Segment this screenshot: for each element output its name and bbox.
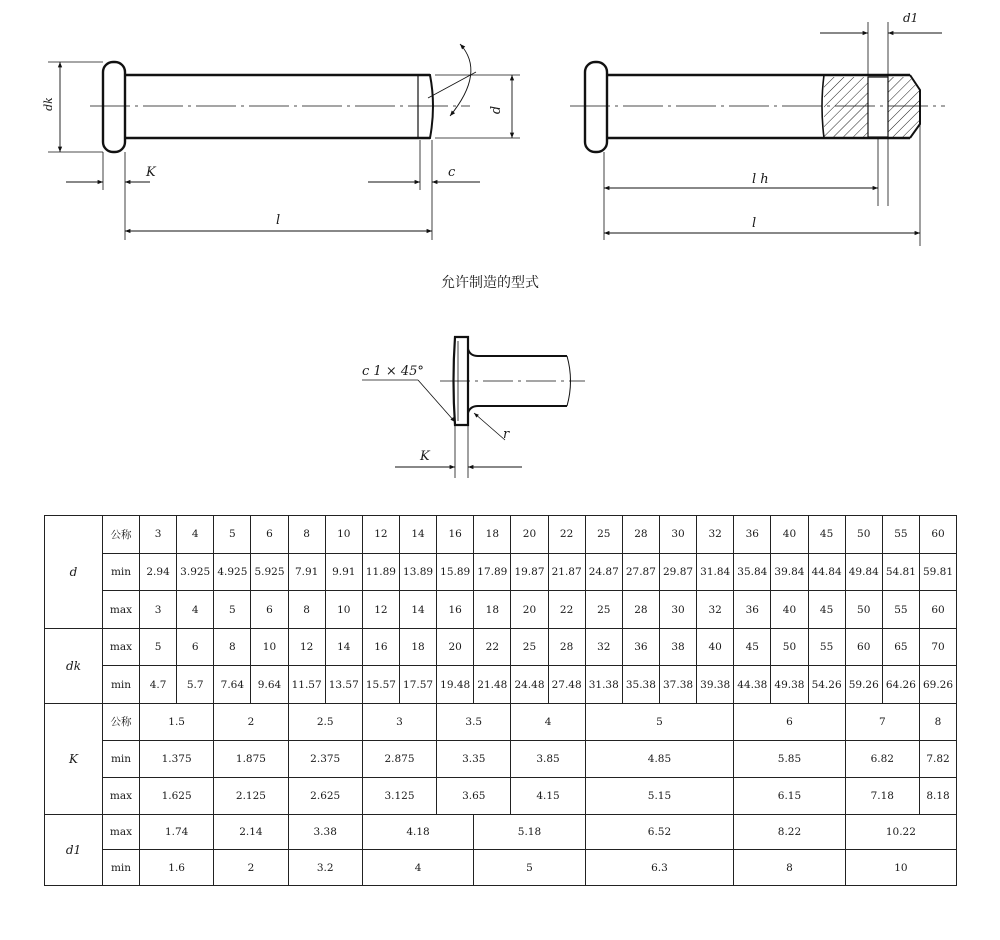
table-cell: 45 xyxy=(734,629,771,666)
table-cell: 14 xyxy=(399,591,436,629)
table-cell: 32 xyxy=(697,591,734,629)
table-row xyxy=(45,553,957,591)
table-cell: 32 xyxy=(697,516,734,554)
table-cell: 12 xyxy=(362,591,399,629)
table-cell: 6 xyxy=(734,703,845,740)
table-row xyxy=(45,591,957,629)
label-c: c xyxy=(448,165,456,180)
table-cell: 14 xyxy=(399,516,436,554)
table-cell: 5.85 xyxy=(734,740,845,777)
row-label: max xyxy=(103,815,140,850)
row-label: 公称 xyxy=(103,703,140,740)
table-row xyxy=(45,740,957,777)
table-cell: 44.38 xyxy=(734,666,771,703)
table-cell: 2.375 xyxy=(288,740,362,777)
table-row xyxy=(45,850,957,885)
table-cell: 27.48 xyxy=(548,666,585,703)
label-l: l xyxy=(276,213,281,228)
table-cell: 40 xyxy=(771,591,808,629)
table-cell: 3 xyxy=(140,591,177,629)
table-cell: 55 xyxy=(882,516,919,554)
pin-drawing-right xyxy=(570,22,945,246)
table-cell: 7.18 xyxy=(845,778,919,815)
table-cell: 31.84 xyxy=(697,553,734,591)
label-K: K xyxy=(146,165,156,180)
table-cell: 22 xyxy=(548,516,585,554)
table-cell: 22 xyxy=(548,591,585,629)
table-cell: 13.89 xyxy=(399,553,436,591)
row-label: min xyxy=(103,740,140,777)
row-label: min xyxy=(103,666,140,703)
table-cell: 40 xyxy=(771,516,808,554)
table-cell: 2.875 xyxy=(362,740,436,777)
table-cell: 6.82 xyxy=(845,740,919,777)
figure-caption: 允许制造的型式 xyxy=(441,275,539,291)
table-cell: 19.87 xyxy=(511,553,548,591)
table-cell: 11.57 xyxy=(288,666,325,703)
table-cell: 60 xyxy=(919,591,956,629)
table-cell: 18 xyxy=(474,591,511,629)
group-label-d1: d1 xyxy=(45,815,103,885)
table-cell: 32 xyxy=(585,629,622,666)
table-cell: 69.26 xyxy=(919,666,956,703)
row-label: min xyxy=(103,850,140,885)
head-detail-drawing xyxy=(362,337,585,478)
label-c1x45: c 1 × 45° xyxy=(362,364,424,379)
table-cell: 31.38 xyxy=(585,666,622,703)
table-cell: 17.57 xyxy=(399,666,436,703)
table-cell: 35.84 xyxy=(734,553,771,591)
table-cell: 3.38 xyxy=(288,815,362,850)
table-cell: 8.18 xyxy=(919,778,956,815)
table-cell: 18 xyxy=(399,629,436,666)
dimension-table xyxy=(44,515,957,886)
table-cell: 4.85 xyxy=(585,740,734,777)
table-cell: 4.18 xyxy=(362,815,473,850)
table-cell: 6.52 xyxy=(585,815,734,850)
row-label: min xyxy=(103,553,140,591)
table-cell: 60 xyxy=(845,629,882,666)
table-cell: 3 xyxy=(362,703,436,740)
table-cell: 4 xyxy=(177,516,214,554)
table-cell: 1.5 xyxy=(140,703,214,740)
label-lh: l h xyxy=(752,172,769,187)
table-cell: 70 xyxy=(919,629,956,666)
table-cell: 2.14 xyxy=(214,815,288,850)
table-row xyxy=(45,703,957,740)
table-cell: 28 xyxy=(548,629,585,666)
table-cell: 54.26 xyxy=(808,666,845,703)
table-cell: 54.81 xyxy=(882,553,919,591)
table-cell: 2.125 xyxy=(214,778,288,815)
table-cell: 44.84 xyxy=(808,553,845,591)
table-cell: 49.84 xyxy=(845,553,882,591)
table-cell: 3.85 xyxy=(511,740,585,777)
table-cell: 6 xyxy=(251,516,288,554)
table-cell: 11.89 xyxy=(362,553,399,591)
table-row xyxy=(45,666,957,703)
table-cell: 24.87 xyxy=(585,553,622,591)
table-cell: 5 xyxy=(140,629,177,666)
table-cell: 4 xyxy=(511,703,585,740)
table-cell: 10.22 xyxy=(845,815,956,850)
row-label: max xyxy=(103,778,140,815)
table-cell: 28 xyxy=(622,591,659,629)
table-cell: 8 xyxy=(214,629,251,666)
table-cell: 40 xyxy=(697,629,734,666)
table-row xyxy=(45,516,957,554)
table-cell: 8 xyxy=(288,516,325,554)
table-cell: 16 xyxy=(362,629,399,666)
row-label: max xyxy=(103,591,140,629)
table-cell: 39.38 xyxy=(697,666,734,703)
table-cell: 6 xyxy=(177,629,214,666)
table-cell: 21.87 xyxy=(548,553,585,591)
table-cell: 20 xyxy=(437,629,474,666)
table-cell: 5.15 xyxy=(585,778,734,815)
table-cell: 36 xyxy=(734,591,771,629)
table-cell: 3.925 xyxy=(177,553,214,591)
table-cell: 2 xyxy=(214,703,288,740)
group-label-d: d xyxy=(45,516,103,629)
pin-drawing-left xyxy=(48,44,520,240)
table-cell: 7.82 xyxy=(919,740,956,777)
table-cell: 5 xyxy=(474,850,585,885)
table-cell: 6.15 xyxy=(734,778,845,815)
table-cell: 5 xyxy=(214,516,251,554)
table-cell: 3.65 xyxy=(437,778,511,815)
label-d1: d1 xyxy=(903,11,919,25)
table-cell: 5.925 xyxy=(251,553,288,591)
table-cell: 6.3 xyxy=(585,850,734,885)
table-cell: 45 xyxy=(808,591,845,629)
table-cell: 4 xyxy=(362,850,473,885)
table-cell: 9.91 xyxy=(325,553,362,591)
table-cell: 1.375 xyxy=(140,740,214,777)
table-cell: 9.64 xyxy=(251,666,288,703)
table-cell: 22 xyxy=(474,629,511,666)
group-label-dk: dk xyxy=(45,629,103,704)
table-cell: 12 xyxy=(288,629,325,666)
label-l-right: l xyxy=(752,216,757,231)
table-cell: 49.38 xyxy=(771,666,808,703)
table-cell: 25 xyxy=(511,629,548,666)
table-cell: 50 xyxy=(771,629,808,666)
row-label: 公称 xyxy=(103,516,140,554)
table-cell: 15.89 xyxy=(437,553,474,591)
table-cell: 59.81 xyxy=(919,553,956,591)
table-cell: 14 xyxy=(325,629,362,666)
row-label: max xyxy=(103,629,140,666)
table-cell: 10 xyxy=(325,591,362,629)
table-cell: 16 xyxy=(437,516,474,554)
table-cell: 3 xyxy=(140,516,177,554)
table-cell: 24.48 xyxy=(511,666,548,703)
label-K-detail: K xyxy=(420,449,430,464)
table-cell: 15.57 xyxy=(362,666,399,703)
table-cell: 27.87 xyxy=(622,553,659,591)
table-cell: 17.89 xyxy=(474,553,511,591)
table-cell: 21.48 xyxy=(474,666,511,703)
table-row xyxy=(45,629,957,666)
table-cell: 4.15 xyxy=(511,778,585,815)
table-cell: 6 xyxy=(251,591,288,629)
table-cell: 3.5 xyxy=(437,703,511,740)
table-cell: 3.2 xyxy=(288,850,362,885)
table-cell: 8 xyxy=(734,850,845,885)
table-cell: 36 xyxy=(622,629,659,666)
table-cell: 55 xyxy=(882,591,919,629)
table-cell: 8 xyxy=(288,591,325,629)
table-cell: 5.7 xyxy=(177,666,214,703)
table-cell: 8.22 xyxy=(734,815,845,850)
table-cell: 2.5 xyxy=(288,703,362,740)
table-cell: 3.35 xyxy=(437,740,511,777)
table-cell: 50 xyxy=(845,516,882,554)
group-label-K: K xyxy=(45,703,103,815)
table-cell: 2 xyxy=(214,850,288,885)
table-cell: 64.26 xyxy=(882,666,919,703)
table-cell: 1.6 xyxy=(140,850,214,885)
table-cell: 37.38 xyxy=(659,666,696,703)
table-cell: 8 xyxy=(919,703,956,740)
table-cell: 7.91 xyxy=(288,553,325,591)
table-cell: 13.57 xyxy=(325,666,362,703)
table-cell: 1.625 xyxy=(140,778,214,815)
table-cell: 20 xyxy=(511,516,548,554)
table-cell: 5.18 xyxy=(474,815,585,850)
table-cell: 1.875 xyxy=(214,740,288,777)
table-cell: 28 xyxy=(622,516,659,554)
table-cell: 2.94 xyxy=(140,553,177,591)
table-cell: 10 xyxy=(325,516,362,554)
table-cell: 12 xyxy=(362,516,399,554)
table-row xyxy=(45,778,957,815)
table-cell: 39.84 xyxy=(771,553,808,591)
table-cell: 4.925 xyxy=(214,553,251,591)
table-cell: 30 xyxy=(659,591,696,629)
table-cell: 59.26 xyxy=(845,666,882,703)
table-cell: 65 xyxy=(882,629,919,666)
table-row xyxy=(45,815,957,850)
table-cell: 38 xyxy=(659,629,696,666)
table-cell: 18 xyxy=(474,516,511,554)
table-cell: 10 xyxy=(845,850,956,885)
table-cell: 2.625 xyxy=(288,778,362,815)
table-cell: 50 xyxy=(845,591,882,629)
label-d: d xyxy=(489,105,504,115)
table-cell: 10 xyxy=(251,629,288,666)
table-cell: 19.48 xyxy=(437,666,474,703)
table-cell: 35.38 xyxy=(622,666,659,703)
table-cell: 5 xyxy=(585,703,734,740)
table-cell: 7.64 xyxy=(214,666,251,703)
table-cell: 1.74 xyxy=(140,815,214,850)
table-cell: 25 xyxy=(585,516,622,554)
table-cell: 55 xyxy=(808,629,845,666)
table-cell: 36 xyxy=(734,516,771,554)
table-cell: 45 xyxy=(808,516,845,554)
table-cell: 29.87 xyxy=(659,553,696,591)
label-r: r xyxy=(503,427,510,442)
table-cell: 3.125 xyxy=(362,778,436,815)
table-cell: 4.7 xyxy=(140,666,177,703)
label-dk: dk xyxy=(42,97,55,111)
table-cell: 4 xyxy=(177,591,214,629)
table-cell: 5 xyxy=(214,591,251,629)
table-cell: 20 xyxy=(511,591,548,629)
table-cell: 7 xyxy=(845,703,919,740)
table-cell: 30 xyxy=(659,516,696,554)
table-cell: 16 xyxy=(437,591,474,629)
table-cell: 25 xyxy=(585,591,622,629)
table-cell: 60 xyxy=(919,516,956,554)
